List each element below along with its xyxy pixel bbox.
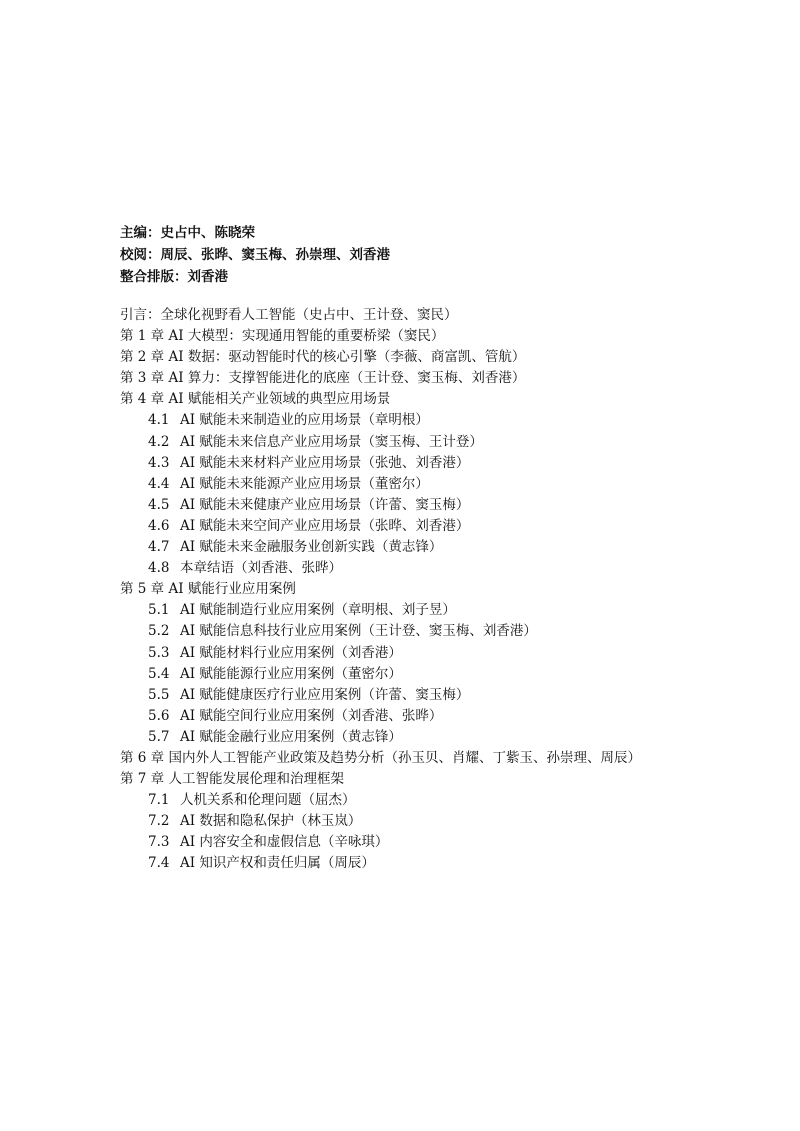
section-title: AI 数据和隐私保护（林玉岚）: [180, 813, 362, 830]
toc-section: [120, 516, 780, 537]
section-title: AI 赋能信息科技行业应用案例（王计登、窦玉梅、刘香港）: [180, 623, 537, 640]
section-number: 7.1: [148, 792, 170, 809]
section-number: 5.5: [148, 686, 170, 703]
section-number: 5.2: [148, 623, 170, 640]
toc-section: [120, 706, 780, 727]
section-title: AI 赋能未来健康产业应用场景（许蕾、窦玉梅）: [180, 496, 470, 513]
section-number: 5.1: [148, 602, 170, 619]
section-title: AI 赋能材料行业应用案例（刘香港）: [180, 644, 402, 661]
toc-section: [120, 727, 780, 748]
toc-chapter-4: 第 4 章 AI 赋能相关产业领域的典型应用场景: [120, 391, 391, 408]
section-title: 本章结语（刘香港、张晔）: [180, 560, 342, 577]
section-title: AI 赋能金融行业应用案例（黄志锋）: [180, 728, 402, 745]
table-of-contents: [120, 305, 780, 875]
toc-chapter-2: 第 2 章 AI 数据：驱动智能时代的核心引擎（李薇、商富凯、管航）: [120, 349, 526, 366]
section-title: AI 赋能健康医疗行业应用案例（许蕾、窦玉梅）: [180, 686, 470, 703]
layout-editor-line: 整合排版：刘香港: [120, 269, 228, 285]
section-number: 4.4: [148, 475, 170, 492]
section-number: 5.3: [148, 644, 170, 661]
toc-section: [120, 495, 780, 516]
toc-chapter-7: 第 7 章 人工智能发展伦理和治理框架: [120, 771, 344, 788]
section-number: 4.7: [148, 539, 170, 556]
toc-section: [120, 410, 780, 431]
section-title: AI 赋能未来能源产业应用场景（董密尔）: [180, 475, 429, 492]
section-number: 4.3: [148, 454, 170, 471]
section-title: AI 赋能空间行业应用案例（刘香港、张晔）: [180, 707, 443, 724]
section-number: 7.3: [148, 834, 170, 851]
section-number: 4.6: [148, 517, 170, 534]
section-title: AI 赋能未来信息产业应用场景（窦玉梅、王计登）: [180, 433, 483, 450]
toc-chapter-1: 第 1 章 AI 大模型：实现通用智能的重要桥梁（窦民）: [120, 328, 445, 345]
credits-block: [120, 222, 760, 288]
toc-section: [120, 664, 780, 685]
section-number: 5.7: [148, 728, 170, 745]
toc-section: [120, 558, 780, 579]
section-number: 5.6: [148, 707, 170, 724]
section-title: AI 赋能未来空间产业应用场景（张晔、刘香港）: [180, 517, 470, 534]
toc-section: [120, 790, 780, 811]
toc-section: [120, 685, 780, 706]
section-title: AI 知识产权和责任归属（周辰）: [180, 855, 375, 872]
section-title: 人机关系和伦理问题（屈杰）: [180, 792, 356, 809]
toc-section: [120, 811, 780, 832]
editor-line: 主编：史占中、陈晓荣: [120, 225, 255, 241]
section-number: 4.2: [148, 433, 170, 450]
toc-chapter-3: 第 3 章 AI 算力：支撑智能进化的底座（王计登、窦玉梅、刘香港）: [120, 370, 526, 387]
section-title: AI 赋能未来材料产业应用场景（张弛、刘香港）: [180, 454, 470, 471]
toc-section: [120, 600, 780, 621]
section-number: 7.2: [148, 813, 170, 830]
toc-section: [120, 621, 780, 642]
section-number: 4.1: [148, 412, 170, 429]
toc-section: [120, 474, 780, 495]
section-number: 5.4: [148, 665, 170, 682]
proofreader-line: 校阅：周辰、张晔、窦玉梅、孙崇理、刘香港: [120, 247, 390, 263]
section-title: AI 赋能未来制造业的应用场景（章明根）: [180, 412, 429, 429]
toc-section: [120, 643, 780, 664]
section-title: AI 内容安全和虚假信息（辛咏琪）: [180, 834, 389, 851]
section-number: 4.5: [148, 496, 170, 513]
section-number: 4.8: [148, 560, 170, 577]
section-number: 7.4: [148, 855, 170, 872]
toc-section: [120, 453, 780, 474]
section-title: AI 赋能制造行业应用案例（章明根、刘子昱）: [180, 602, 456, 619]
toc-section: [120, 537, 780, 558]
toc-chapter-6: 第 6 章 国内外人工智能产业政策及趋势分析（孙玉贝、肖耀、丁紫玉、孙崇理、周辰）: [120, 749, 641, 766]
toc-section: [120, 432, 780, 453]
section-title: AI 赋能能源行业应用案例（董密尔）: [180, 665, 402, 682]
toc-section: [120, 853, 780, 874]
toc-section: [120, 832, 780, 853]
section-title: AI 赋能未来金融服务业创新实践（黄志锋）: [180, 539, 443, 556]
toc-intro: 引言：全球化视野看人工智能（史占中、王计登、窦民）: [120, 307, 458, 323]
toc-chapter-5: 第 5 章 AI 赋能行业应用案例: [120, 581, 296, 598]
